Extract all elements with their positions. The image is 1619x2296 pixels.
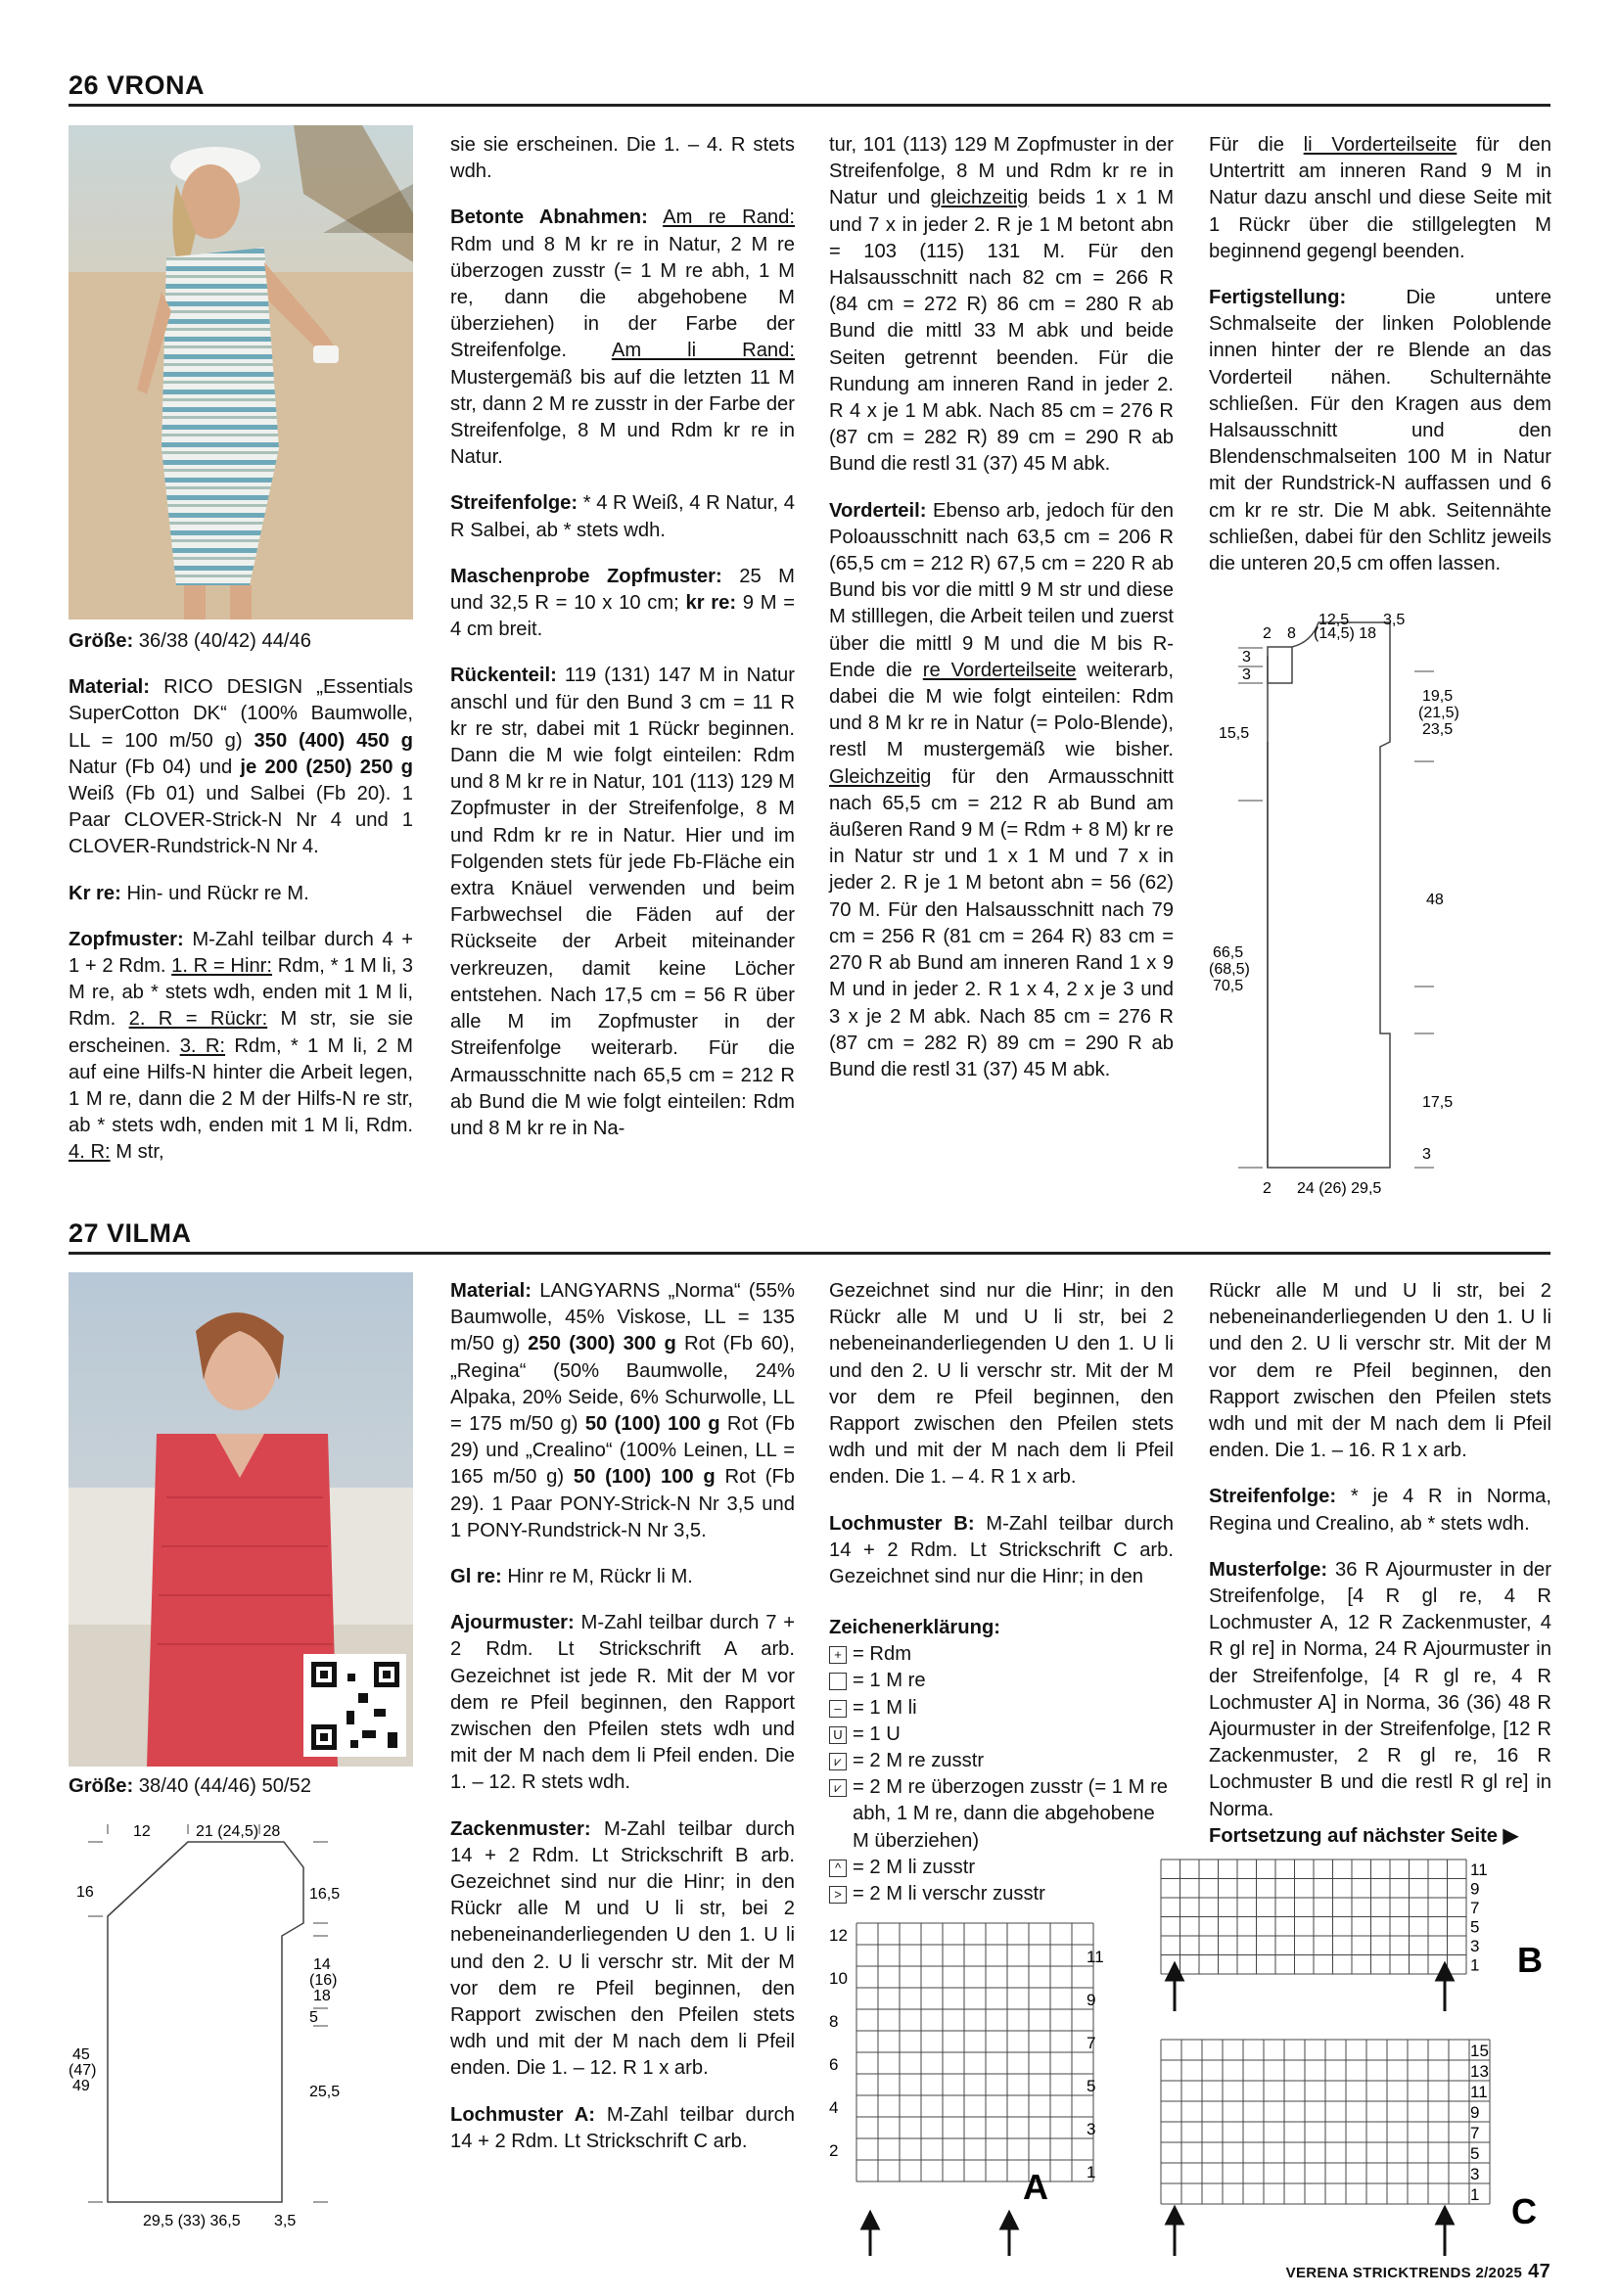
vilma-col4-text: Rückr alle M und U li str, bei 2 nebeneinanderliegenden U den 1. U li und den 2. U li verschr str. Mit der M vor dem re Pfeil beginnen, den Rapport zwischen den Pfeilen stets wdh und mit der M nach dem li Pfeil enden. Die 1. – 16. R 1 x arb. Streifenfolge: * je 4 R in Norma, Regina und Crealino, ab * stets wdh. Musterfolge: 36 R Ajourmuster in der Streifenfolge, [4 R gl re, 4 R Lochmuster A, 12 R Zackenmuster, 4 R gl re] in Norma, 24 R Ajourmuster in der Streifenfolge, [4 R gl re, 4 R Lochmuster A] in Norma, 36 (36) 48 R Ajourmuster in der Streifenfolge, [12 R Zackenmuster, 2 R gl re, 16 R Lochmuster B und die restl R gl re] in Norma. Fortsetzung auf nächster Seite ▶	[1209, 1278, 1551, 1850]
vilma-dim-bw: 29,5 (33) 36,5	[143, 2213, 241, 2229]
vrona-dim-b2: 2	[1263, 1180, 1272, 1197]
chart-row-number: 15	[1470, 2042, 1489, 2060]
chart-row-number: 3	[1470, 2165, 1480, 2183]
legend-title: Zeichenerklärung:	[829, 1617, 1001, 1638]
chart-c-label: C	[1511, 2191, 1537, 2231]
vilma-photo	[69, 1272, 413, 1767]
vrona-dim-l2: (68,5)	[1209, 961, 1250, 978]
legend-item: ⩗ = 2 M re überzogen zusstr (= 1 M re abh, 1 M re, dann die abgehobene M überziehen)	[829, 1774, 1174, 1855]
vrona-dim-w8: 8	[1287, 625, 1296, 642]
vilma-col3-text: Gezeichnet sind nur die Hinr; in den Rückr alle M und U li str, bei 2 nebeneinanderliegenden U den 1. U li und den 2. U li verschr str. Mit der M vor dem re Pfeil beginnen, den Rapport zwischen den Pfeilen stets wdh und mit der M nach dem li Pfeil enden. Die 1. – 4. R 1 x arb. Lochmuster B: M-Zahl teilbar durch 14 + 2 Rdm. Lt Strickschrift C arb. Gezeichnet sind nur die Hinr; in den	[829, 1280, 1174, 1588]
magazine-name: VERENA STRICKTRENDS 2/2025	[1285, 2265, 1523, 2281]
chart-row-number: 13	[1470, 2062, 1489, 2081]
vilma-col2-text: Material: LANGYARNS „Norma“ (55% Baumwolle, 45% Viskose, LL = 135 m/50 g) 250 (300) 300 g Rot (Fb 60), „Regina“ (50% Baumwolle, 24% Alpaka, 20% Seide, 6% Schurwolle, LL = 175 m/50 g) 50 (100) 100 g Rot (Fb 29) und „Crealino“ (100% Leinen, LL = 165 m/50 g) 50 (100) 100 g Rot (Fb 29). 1 Paar PONY-Strick-N Nr 3,5 und 1 PONY-Rundstrick-N Nr 3,5. Gl re: Hinr re M, Rückr li M. Ajourmuster: M-Zahl teilbar durch 7 + 2 Rdm. Lt Strickschrift A arb. Gezeichnet ist jede R. Mit der M vor dem re Pfeil beginnen, den Rapport zwischen den Pfeilen stets wdh und mit der M nach dem li Pfeil enden. Die 1. – 12. R stets wdh. Zackenmuster: M-Zahl teilbar durch 14 + 2 Rdm. Lt Strickschrift B arb. Gezeichnet sind nur die Hinr; in den Rückr alle M und U li str, bei 2 nebeneinanderliegenden U den 1. U li und den 2. U li verschr str. Mit der M vor dem re Pfeil beginnen, den Rapport zwischen den Pfeilen stets wdh und mit der M nach dem li Pfeil enden. Die 1. – 12. R 1 x arb. Lochmuster A: M-Zahl teilbar durch 14 + 2 Rdm. Lt Strickschrift C arb.	[450, 1280, 796, 2152]
chart-row-number: 5	[1470, 1917, 1480, 1937]
vrona-dim-r1: 19,5	[1422, 688, 1454, 705]
chart-row-number: 12	[829, 1926, 848, 1945]
chart-c	[1145, 2036, 1556, 2256]
legend-item: = 1 M re	[829, 1668, 1174, 1694]
vrona-dim-r3b: 3	[1422, 1146, 1431, 1163]
section-title-vilma: 27 VILMA	[69, 1218, 1550, 1255]
vilma-dim-l45b: (47)	[69, 2062, 97, 2079]
chart-a	[827, 1913, 1104, 2256]
vrona-dim-l155: 15,5	[1219, 725, 1250, 742]
vrona-dim-r48: 48	[1426, 892, 1444, 908]
page-number: 47	[1528, 2261, 1550, 2282]
legend-item: ^ = 2 M li zusstr	[829, 1855, 1174, 1881]
vilma-dim-r14a: 14	[313, 1956, 331, 1973]
chart-row-number: 7	[1470, 2124, 1480, 2142]
chart-row-number: 8	[829, 2012, 839, 2031]
vrona-photo	[69, 125, 413, 620]
chart-row-number: 9	[1470, 2103, 1480, 2122]
vrona-schematic	[1209, 566, 1551, 1202]
chart-a-label: A	[1023, 2167, 1048, 2207]
vrona-col4-text: Für die li Vorderteilseite für den Untertritt am inneren Rand 9 M in Natur dazu anschl und diese Seite mit 1 Rückr über die stillgelegten M beginnend gegengl beenden. Fertigstellung: Die untere Schmalseite der linken Poloblende innen hinter der re Blende an das Vorderteil nähen. Schulternähte schließen. Für den Kragen aus dem Halsausschnitt und den Blendenschmalseiten 100 M in Natur mit der Rundstrick-N auffassen und 6 cm kr re str. Die M abk. Seitennähte schließen, dabei für den Schlitz jeweils die unteren 20,5 cm offen lassen.	[1209, 134, 1551, 575]
chart-row-number: 3	[1470, 1937, 1480, 1955]
legend-item: – = 1 M li	[829, 1695, 1174, 1722]
vilma-dim-r5: 5	[309, 2009, 318, 2026]
legend-item: U = 1 U	[829, 1722, 1174, 1748]
chart-b	[1145, 1855, 1556, 2011]
chart-row-number: 4	[829, 2098, 839, 2117]
vrona-dim-bw: 24 (26) 29,5	[1297, 1180, 1382, 1197]
vrona-dim-l3a: 3	[1242, 649, 1251, 666]
continue-note: Fortsetzung auf nächster Seite ▶	[1209, 1824, 1519, 1847]
vrona-dim-r3: 23,5	[1422, 721, 1454, 738]
vilma-dim-l45a: 45	[72, 2046, 90, 2063]
vrona-dim-w2: 2	[1263, 625, 1272, 642]
vilma-size: Größe: 38/40 (44/46) 50/52	[69, 1775, 311, 1797]
vilma-dim-r14b: (16)	[309, 1972, 338, 1989]
vrona-dim-top2: 3,5	[1383, 612, 1406, 628]
chart-row-number: 9	[1087, 1991, 1096, 2009]
section-title-vrona: 26 VRONA	[69, 70, 1550, 107]
chart-legend	[829, 1615, 1174, 1907]
chart-row-number: 1	[1470, 1955, 1480, 1975]
vrona-dim-l3: 70,5	[1213, 978, 1244, 994]
vilma-dim-r165: 16,5	[309, 1886, 341, 1903]
vrona-col2-text: sie sie erscheinen. Die 1. – 4. R stets wdh. Betonte Abnahmen: Am re Rand: Rdm und 8 M kr re in Natur, 2 M re überzogen zusstr (= 1 M re abh, 1 M re, dann die abgehobene M überziehen) in der Farbe der Streifenfolge. Am li Rand: Mustergemäß bis auf die letzten 11 M str, dann 2 M re zusstr in der Farbe der Streifenfolge, 8 M und Rdm kr re in Natur. Streifenfolge: * 4 R Weiß, 4 R Natur, 4 R Salbei, ab * stets wdh. Maschenprobe Zopfmuster: 25 M und 32,5 R = 10 x 10 cm; kr re: 9 M = 4 cm breit. Rückenteil: 119 (131) 147 M in Natur anschl und für den Bund 3 cm = 11 R kr re str, dabei mit 1 Rückr beginnen. Dann die M wie folgt einteilen: Rdm und 8 M kr re in Natur, 101 (113) 129 M Zopfmuster in der Streifenfolge, 8 M und Rdm kr re in Natur. Hier und im Folgenden stets für jede Fb-Fläche ein extra Knäuel verwenden und beim Farbwechsel die Fäden auf der Rückseite der Arbeit miteinander verkreuzen, damit keine Löcher entstehen. Nach 17,5 cm = 56 R über alle M im Zopfmuster in der Streifenfolge weiterarb. Für die Armausschnitte nach 65,5 cm = 212 R ab Bund die M wie folgt einteilen: Rdm und 8 M kr re in Na-	[450, 134, 795, 1139]
chart-row-number: 1	[1087, 2163, 1096, 2181]
vilma-schematic	[69, 1820, 372, 2231]
vilma-dim-l45c: 49	[72, 2078, 90, 2094]
legend-item: > = 2 M li verschr zusstr	[829, 1881, 1174, 1907]
legend-item: ⩗ = 2 M re zusstr	[829, 1748, 1174, 1774]
chart-row-number: 5	[1470, 2144, 1480, 2163]
chart-row-number: 11	[1470, 1860, 1488, 1879]
vrona-col3-text: tur, 101 (113) 129 M Zopfmuster in der Streifenfolge, 8 M und Rdm kr re in Natur und gleichzeitig beids 1 x 1 M und 7 x in jeder 2. R je 1 M betont abn = 103 (115) 131 M. Für den Halsausschnitt nach 82 cm = 266 R (84 cm = 272 R) 86 cm = 280 R ab Bund die mittl 33 M abk und beide Seiten getrennt beenden. Für die Rundung am inneren Rand in jeder 2. R 4 x je 1 M abk. Nach 85 cm = 276 R (87 cm = 282 R) 89 cm = 290 R ab Bund die restl 31 (37) 45 M abk. Vorderteil: Ebenso arb, jedoch für den Poloausschnitt nach 63,5 cm = 206 R (65,5 cm = 212 R) 67,5 cm = 220 R ab Bund bis vor die mittl 9 M str und diese M stilllegen, die Arbeit teilen und zuerst über die mittl 9 M und die M bis R-Ende die re Vorderteilseite weiterarb, dabei die M wie folgt einteilen: Rdm und 8 M kr re in Natur (= Polo-Blende), restl M mustergemäß wie bisher. Gleichzeitig für den Armausschnitt nach 65,5 cm = 212 R ab Bund am äußeren Rand 9 M (= Rdm + 8 M) kr re in Natur str und 1 x 1 M und 7 x in jeder 2. R je 1 M betont abn = 56 (62) 70 M. Für den Halsausschnitt nach 79 cm = 256 R (81 cm = 264 R) 83 cm = 270 R ab Bund am inneren Rand 1 x 9 M und in jeder 2. R 1 x 4, 2 x je 3 und 3 x je 2 M abk. Nach 85 cm = 276 R (87 cm = 282 R) 89 cm = 290 R ab Bund die restl 31 (37) 45 M abk.	[829, 134, 1175, 1080]
vilma-dim-t12: 12	[133, 1823, 151, 1840]
legend-item: + = Rdm	[829, 1641, 1174, 1668]
page-footer	[1286, 2261, 1550, 2283]
chart-row-number: 9	[1470, 1879, 1480, 1899]
vilma-dim-r14c: 18	[313, 1988, 331, 2004]
chart-row-number: 11	[1087, 1948, 1104, 1966]
chart-row-number: 11	[1470, 2083, 1488, 2101]
chart-row-number: 5	[1087, 2077, 1096, 2095]
chart-b-label: B	[1517, 1940, 1543, 1980]
chart-row-number: 2	[829, 2141, 839, 2160]
chart-row-number: 3	[1087, 2120, 1096, 2138]
chart-row-number: 10	[829, 1969, 848, 1988]
vilma-dim-b35: 3,5	[274, 2213, 297, 2229]
vrona-dim-r175: 17,5	[1422, 1094, 1454, 1111]
chart-row-number: 7	[1470, 1899, 1480, 1917]
chart-row-number: 7	[1087, 2034, 1096, 2052]
vilma-dim-r255: 25,5	[309, 2084, 341, 2100]
chart-row-number: 1	[1470, 2185, 1480, 2204]
vilma-dim-t21: 21 (24,5) 28	[196, 1823, 281, 1840]
vilma-dim-l16: 16	[76, 1884, 94, 1901]
vrona-dim-r2: (21,5)	[1418, 705, 1459, 721]
vrona-dim-top1b: (14,5) 18	[1314, 625, 1377, 642]
vrona-dim-l1: 66,5	[1213, 944, 1244, 961]
chart-row-number: 6	[829, 2055, 839, 2074]
vrona-col1-text: Größe: 36/38 (40/42) 44/46 Material: RICO DESIGN „Essentials SuperCotton DK“ (100% Baumwolle, LL = 100 m/50 g) 350 (400) 450 g Natur (Fb 04) und je 200 (250) 250 g Weiß (Fb 01) und Salbei (Fb 20). 1 Paar CLOVER-Strick-N Nr 4 und 1 CLOVER-Rundstrick-N Nr 4. Kr re: Hin- und Rückr re M. Zopfmuster: M-Zahl teilbar durch 4 + 1 + 2 Rdm. 1. R = Hinr: Rdm, * 1 M li, 3 M re, ab * stets wdh, enden mit 1 M li, Rdm. 2. R = Rückr: M str, sie sie erscheinen. 3. R: Rdm, * 1 M li, 2 M auf eine Hilfs-N hinter die Arbeit legen, 1 M re, dann die 2 M der Hilfs-N re str, ab * stets wdh, enden mit 1 M li, Rdm. 4. R: M str,	[69, 630, 413, 1164]
vrona-dim-l3b: 3	[1242, 666, 1251, 683]
vrona-dim-top1: 12,5	[1318, 612, 1350, 628]
